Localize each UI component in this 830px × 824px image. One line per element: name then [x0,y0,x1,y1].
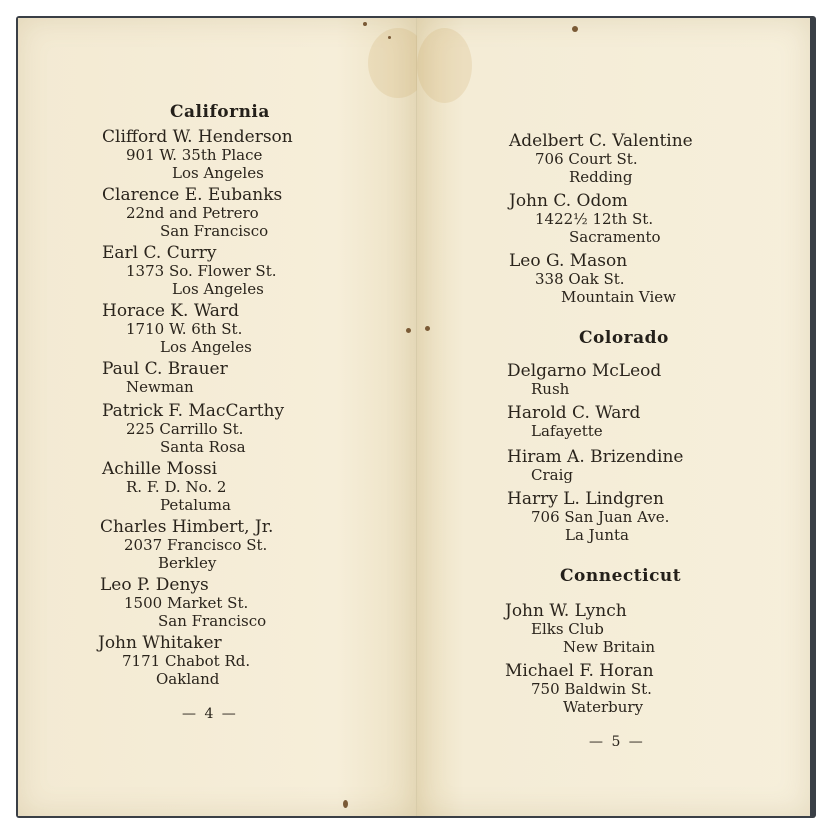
member-name: Harry L. Lindgren [507,489,664,509]
member-address: 706 San Juan Ave. [531,508,670,526]
member-address: 750 Baldwin St. [531,680,652,698]
member-address: 338 Oak St. [535,270,625,288]
entry [509,132,693,186]
member-city: Redding [569,168,633,186]
entry [505,662,654,716]
member-city: Los Angeles [160,338,252,356]
member-address: R. F. D. No. 2 [126,478,227,496]
foxing-spot [425,326,430,331]
member-name: Adelbert C. Valentine [509,131,693,151]
member-city: Waterbury [563,698,644,716]
member-address: Elks Club [531,620,604,638]
member-city: Oakland [156,670,220,688]
entry [102,128,293,182]
member-name: Achille Mossi [102,459,218,479]
member-city: La Junta [565,526,629,544]
foxing-spot [343,800,348,808]
member-name: John C. Odom [509,191,628,211]
page-number: — 4 — [182,706,238,722]
member-name: Clifford W. Henderson [102,127,293,147]
member-address: 2037 Francisco St. [124,536,268,554]
right-page [417,18,810,816]
member-city: Newman [126,378,194,396]
member-address: 7171 Chabot Rd. [122,652,251,670]
state-heading-colorado: Colorado [579,328,669,348]
entry [100,576,266,630]
left-page [18,18,417,816]
state-heading-california: California [170,102,270,122]
member-name: Delgarno McLeod [507,361,662,381]
member-name: Hiram A. Brizendine [507,447,684,467]
entry [102,244,276,298]
entry [100,518,273,572]
member-address: 1710 W. 6th St. [126,320,243,338]
member-city: San Francisco [160,222,269,240]
member-name: Leo P. Denys [100,575,209,595]
entry [102,402,284,456]
member-address: 901 W. 35th Place [126,146,263,164]
member-name: Horace K. Ward [102,301,239,321]
entry [507,490,669,544]
member-name: Patrick F. MacCarthy [102,401,285,421]
member-name: Charles Himbert, Jr. [100,517,274,537]
member-name: Paul C. Brauer [102,359,228,379]
foxing-spot [363,22,367,26]
member-city: Petaluma [160,496,231,514]
entry [507,362,661,398]
entry [102,302,252,356]
page-stain [417,28,472,103]
member-city: Mountain View [561,288,676,306]
entry [102,360,228,396]
state-heading-connecticut: Connecticut [560,566,682,586]
member-name: Harold C. Ward [507,403,641,423]
member-name: Michael F. Horan [505,661,654,681]
member-city: San Francisco [158,612,267,630]
member-city: Santa Rosa [160,438,246,456]
foxing-spot [406,328,411,333]
foxing-spot [388,36,391,39]
member-address: 22nd and Petrero [126,204,259,222]
entry [507,404,640,440]
member-city: Los Angeles [172,164,264,182]
member-name: Clarence E. Eubanks [102,185,283,205]
entry [507,448,683,484]
entry [505,602,655,656]
member-name: John W. Lynch [505,601,627,621]
member-name: Earl C. Curry [102,243,217,263]
member-address: 1500 Market St. [124,594,249,612]
member-city: Los Angeles [172,280,264,298]
page-number: — 5 — [589,734,645,750]
member-city: Lafayette [531,422,603,440]
member-city: Craig [531,466,573,484]
member-city: Rush [531,380,570,398]
member-address: 706 Court St. [535,150,638,168]
booklet [16,16,816,818]
member-city: Berkley [158,554,217,572]
foxing-spot [572,26,578,32]
entry [102,186,282,240]
member-name: John Whitaker [98,633,222,653]
member-address: 225 Carrillo St. [126,420,244,438]
member-name: Leo G. Mason [509,251,628,271]
member-city: New Britain [563,638,656,656]
member-address: 1373 So. Flower St. [126,262,277,280]
entry [509,192,661,246]
member-city: Sacramento [569,228,661,246]
entry [102,460,231,514]
member-address: 1422½ 12th St. [535,210,654,228]
entry [98,634,250,688]
entry [509,252,676,306]
